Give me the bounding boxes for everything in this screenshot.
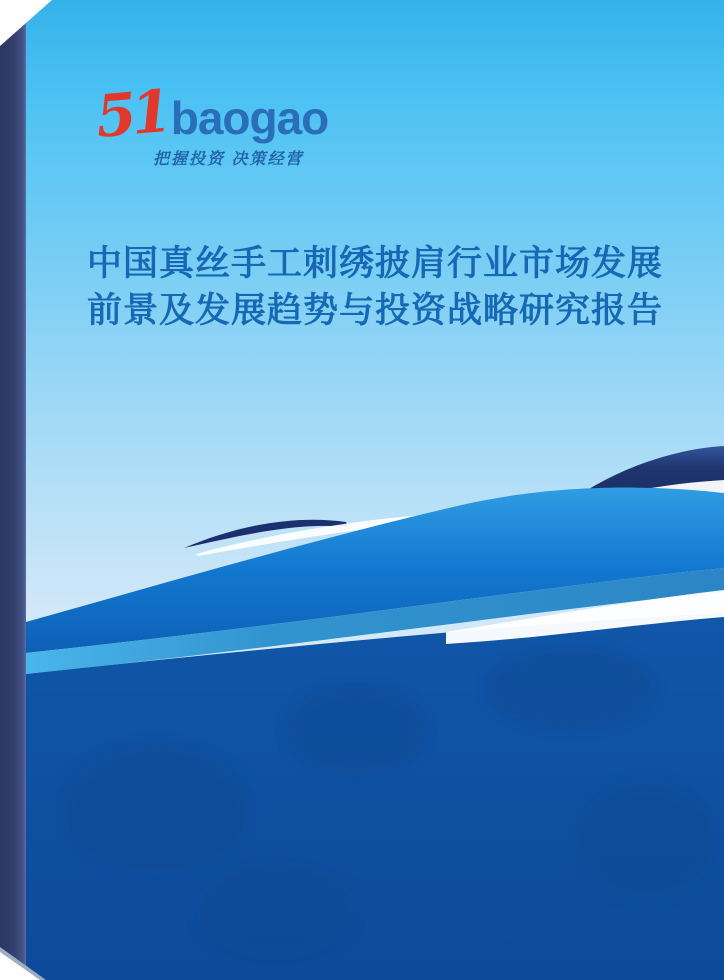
brand-logo: [93, 77, 329, 169]
logo-tagline: 把握投资 决策经营: [153, 151, 304, 168]
cover-background: [26, 0, 724, 980]
wave-graphic: [26, 420, 724, 980]
report-title-line-1: 中国真丝手工刺绣披肩行业市场发展: [86, 244, 663, 283]
report-title: [26, 240, 724, 334]
logo-51-mark: 51: [93, 77, 170, 151]
brand-logo-wordmark: [93, 77, 329, 151]
report-title-line-2: 前景及发展趋势与投资战略研究报告: [86, 291, 663, 330]
book-spine: [0, 0, 26, 980]
logo-name-text: baogao: [170, 92, 329, 144]
